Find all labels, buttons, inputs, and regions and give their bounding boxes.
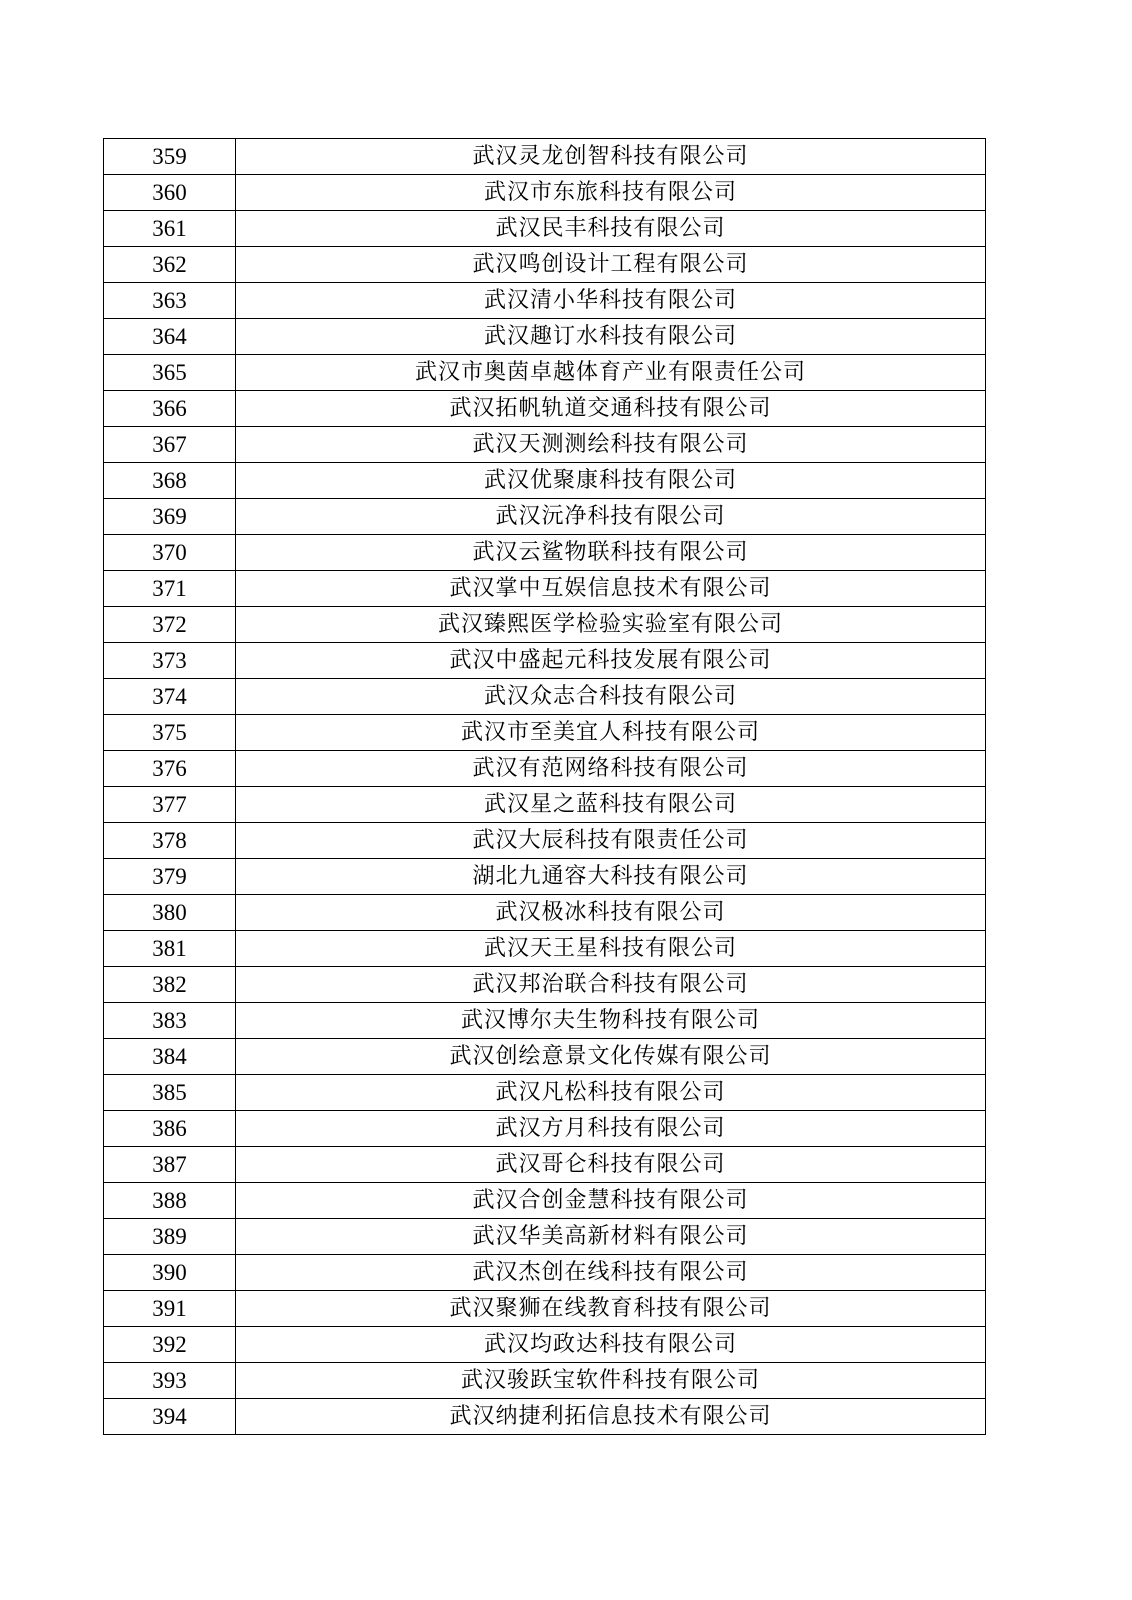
company-name-cell: 武汉聚狮在线教育科技有限公司 bbox=[236, 1291, 986, 1327]
company-name-cell: 武汉市奥茵卓越体育产业有限责任公司 bbox=[236, 355, 986, 391]
company-name-cell: 武汉大辰科技有限责任公司 bbox=[236, 823, 986, 859]
table-row bbox=[104, 643, 986, 679]
table-row bbox=[104, 1399, 986, 1435]
row-number-cell: 377 bbox=[104, 787, 236, 823]
company-name-cell: 武汉邦治联合科技有限公司 bbox=[236, 967, 986, 1003]
table-row bbox=[104, 1219, 986, 1255]
company-name-cell: 武汉哥仑科技有限公司 bbox=[236, 1147, 986, 1183]
table-row bbox=[104, 1327, 986, 1363]
table-row bbox=[104, 319, 986, 355]
company-name-cell: 武汉博尔夫生物科技有限公司 bbox=[236, 1003, 986, 1039]
table-row bbox=[104, 751, 986, 787]
company-list-table bbox=[103, 138, 986, 1435]
row-number-cell: 366 bbox=[104, 391, 236, 427]
table-row bbox=[104, 175, 986, 211]
table-row bbox=[104, 1003, 986, 1039]
row-number-cell: 361 bbox=[104, 211, 236, 247]
company-name-cell: 武汉纳捷利拓信息技术有限公司 bbox=[236, 1399, 986, 1435]
company-name-cell: 武汉创绘意景文化传媒有限公司 bbox=[236, 1039, 986, 1075]
table-row bbox=[104, 211, 986, 247]
company-name-cell: 武汉杰创在线科技有限公司 bbox=[236, 1255, 986, 1291]
row-number-cell: 370 bbox=[104, 535, 236, 571]
row-number-cell: 380 bbox=[104, 895, 236, 931]
row-number-cell: 368 bbox=[104, 463, 236, 499]
row-number-cell: 381 bbox=[104, 931, 236, 967]
row-number-cell: 383 bbox=[104, 1003, 236, 1039]
company-name-cell: 武汉凡松科技有限公司 bbox=[236, 1075, 986, 1111]
company-name-cell: 武汉天测测绘科技有限公司 bbox=[236, 427, 986, 463]
company-name-cell: 武汉掌中互娱信息技术有限公司 bbox=[236, 571, 986, 607]
table-row bbox=[104, 139, 986, 175]
company-name-cell: 武汉优聚康科技有限公司 bbox=[236, 463, 986, 499]
company-name-cell: 武汉云鲨物联科技有限公司 bbox=[236, 535, 986, 571]
row-number-cell: 385 bbox=[104, 1075, 236, 1111]
table-row bbox=[104, 1075, 986, 1111]
table-row bbox=[104, 1363, 986, 1399]
row-number-cell: 394 bbox=[104, 1399, 236, 1435]
row-number-cell: 372 bbox=[104, 607, 236, 643]
row-number-cell: 376 bbox=[104, 751, 236, 787]
table-row bbox=[104, 247, 986, 283]
company-name-cell: 武汉有范网络科技有限公司 bbox=[236, 751, 986, 787]
table-row bbox=[104, 1183, 986, 1219]
company-name-cell: 武汉鸣创设计工程有限公司 bbox=[236, 247, 986, 283]
company-name-cell: 武汉市至美宜人科技有限公司 bbox=[236, 715, 986, 751]
table-row bbox=[104, 355, 986, 391]
table-row bbox=[104, 499, 986, 535]
table-row bbox=[104, 787, 986, 823]
row-number-cell: 363 bbox=[104, 283, 236, 319]
company-name-cell: 武汉合创金慧科技有限公司 bbox=[236, 1183, 986, 1219]
row-number-cell: 362 bbox=[104, 247, 236, 283]
row-number-cell: 360 bbox=[104, 175, 236, 211]
company-list-body bbox=[104, 139, 986, 1435]
table-row bbox=[104, 895, 986, 931]
table-row bbox=[104, 391, 986, 427]
company-name-cell: 武汉众志合科技有限公司 bbox=[236, 679, 986, 715]
table-row bbox=[104, 1039, 986, 1075]
row-number-cell: 388 bbox=[104, 1183, 236, 1219]
table-row bbox=[104, 931, 986, 967]
company-name-cell: 武汉天王星科技有限公司 bbox=[236, 931, 986, 967]
table-row bbox=[104, 715, 986, 751]
table-row bbox=[104, 679, 986, 715]
company-name-cell: 武汉星之蓝科技有限公司 bbox=[236, 787, 986, 823]
row-number-cell: 367 bbox=[104, 427, 236, 463]
table-row bbox=[104, 1291, 986, 1327]
row-number-cell: 364 bbox=[104, 319, 236, 355]
company-name-cell: 武汉民丰科技有限公司 bbox=[236, 211, 986, 247]
table-row bbox=[104, 1111, 986, 1147]
company-name-cell: 武汉趣订水科技有限公司 bbox=[236, 319, 986, 355]
table-row bbox=[104, 607, 986, 643]
row-number-cell: 390 bbox=[104, 1255, 236, 1291]
company-name-cell: 湖北九通容大科技有限公司 bbox=[236, 859, 986, 895]
table-row bbox=[104, 571, 986, 607]
table-row bbox=[104, 535, 986, 571]
table-row bbox=[104, 427, 986, 463]
table-row bbox=[104, 967, 986, 1003]
company-name-cell: 武汉灵龙创智科技有限公司 bbox=[236, 139, 986, 175]
table-row bbox=[104, 1255, 986, 1291]
row-number-cell: 393 bbox=[104, 1363, 236, 1399]
company-name-cell: 武汉臻熙医学检验实验室有限公司 bbox=[236, 607, 986, 643]
row-number-cell: 387 bbox=[104, 1147, 236, 1183]
company-name-cell: 武汉沅净科技有限公司 bbox=[236, 499, 986, 535]
company-name-cell: 武汉清小华科技有限公司 bbox=[236, 283, 986, 319]
company-name-cell: 武汉骏跃宝软件科技有限公司 bbox=[236, 1363, 986, 1399]
table-row bbox=[104, 823, 986, 859]
company-name-cell: 武汉华美高新材料有限公司 bbox=[236, 1219, 986, 1255]
row-number-cell: 375 bbox=[104, 715, 236, 751]
row-number-cell: 373 bbox=[104, 643, 236, 679]
company-name-cell: 武汉方月科技有限公司 bbox=[236, 1111, 986, 1147]
row-number-cell: 374 bbox=[104, 679, 236, 715]
table-row bbox=[104, 1147, 986, 1183]
row-number-cell: 391 bbox=[104, 1291, 236, 1327]
table-row bbox=[104, 859, 986, 895]
row-number-cell: 384 bbox=[104, 1039, 236, 1075]
table-row bbox=[104, 283, 986, 319]
company-name-cell: 武汉中盛起元科技发展有限公司 bbox=[236, 643, 986, 679]
row-number-cell: 386 bbox=[104, 1111, 236, 1147]
company-name-cell: 武汉拓帆轨道交通科技有限公司 bbox=[236, 391, 986, 427]
row-number-cell: 389 bbox=[104, 1219, 236, 1255]
table-row bbox=[104, 463, 986, 499]
row-number-cell: 371 bbox=[104, 571, 236, 607]
company-name-cell: 武汉均政达科技有限公司 bbox=[236, 1327, 986, 1363]
company-name-cell: 武汉市东旅科技有限公司 bbox=[236, 175, 986, 211]
row-number-cell: 392 bbox=[104, 1327, 236, 1363]
row-number-cell: 365 bbox=[104, 355, 236, 391]
row-number-cell: 359 bbox=[104, 139, 236, 175]
row-number-cell: 378 bbox=[104, 823, 236, 859]
row-number-cell: 382 bbox=[104, 967, 236, 1003]
row-number-cell: 369 bbox=[104, 499, 236, 535]
company-name-cell: 武汉极冰科技有限公司 bbox=[236, 895, 986, 931]
row-number-cell: 379 bbox=[104, 859, 236, 895]
